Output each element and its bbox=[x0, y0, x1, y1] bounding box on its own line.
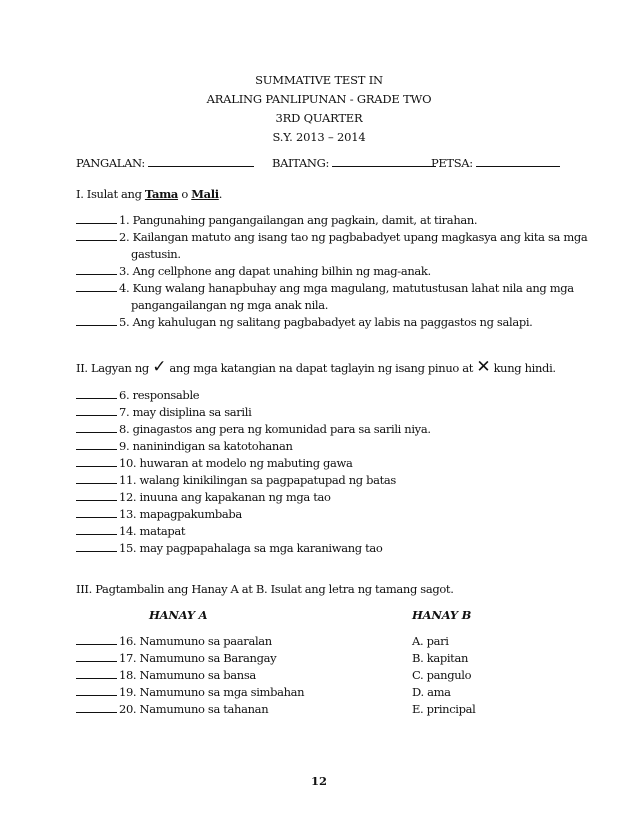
answer-blank[interactable] bbox=[76, 668, 117, 679]
list-item: 5. Ang kahulugan ng salitang pagbabadyet ay labis na paggastos ng salapi. bbox=[76, 315, 532, 329]
mali-word: Mali bbox=[191, 187, 219, 201]
list-item: 4. Kung walang hanapbuhay ang mga magulang, matutustusan lahat nila ang mga bbox=[76, 281, 574, 295]
answer-blank[interactable] bbox=[76, 456, 117, 467]
x-mark-icon: ✕ bbox=[476, 357, 491, 377]
answer-blank[interactable] bbox=[76, 439, 117, 450]
answer-blank[interactable] bbox=[76, 524, 117, 535]
header-school-year: S.Y. 2013 – 2014 bbox=[272, 130, 366, 144]
answer-blank[interactable] bbox=[76, 405, 117, 416]
section1-title: I. Isulat ang Tama o Mali. bbox=[76, 187, 223, 201]
list-item: 9. naninindigan sa katotohanan bbox=[76, 439, 293, 453]
list-item: 10. huwaran at modelo ng mabuting gawa bbox=[76, 456, 353, 470]
answer-blank[interactable] bbox=[76, 315, 117, 326]
date-label: PETSA: bbox=[431, 156, 473, 170]
list-item: 18. Namumuno sa bansa bbox=[76, 668, 256, 682]
list-item: 14. matapat bbox=[76, 524, 185, 538]
name-field[interactable] bbox=[76, 156, 254, 170]
list-item: 12. inuuna ang kapakanan ng mga tao bbox=[76, 490, 331, 504]
list-item: 13. mapagpakumbaba bbox=[76, 507, 242, 521]
list-item: 8. ginagastos ang pera ng komunidad para sa sarili niya. bbox=[76, 422, 431, 436]
list-item: 7. may disiplina sa sarili bbox=[76, 405, 251, 419]
list-item: 16. Namumuno sa paaralan bbox=[76, 634, 272, 648]
choice-item: B. kapitan bbox=[412, 651, 469, 665]
list-item: 19. Namumuno sa mga simbahan bbox=[76, 685, 304, 699]
answer-blank[interactable] bbox=[76, 388, 117, 399]
list-item-continuation: gastusin. bbox=[131, 247, 181, 261]
list-item: 2. Kailangan matuto ang isang tao ng pagbabadyet upang magkasya ang kita sa mga bbox=[76, 230, 587, 244]
header-quarter: 3RD QUARTER bbox=[275, 111, 363, 125]
answer-blank[interactable] bbox=[76, 541, 117, 552]
answer-blank[interactable] bbox=[76, 702, 117, 713]
list-item: 17. Namumuno sa Barangay bbox=[76, 651, 276, 665]
answer-blank[interactable] bbox=[76, 490, 117, 501]
grade-field[interactable] bbox=[272, 156, 436, 170]
answer-blank[interactable] bbox=[76, 422, 117, 433]
grade-blank[interactable] bbox=[332, 156, 436, 167]
page-number: 12 bbox=[310, 774, 327, 788]
choice-item: A. pari bbox=[412, 634, 449, 648]
choice-item: E. principal bbox=[412, 702, 476, 716]
section2-title: II. Lagyan ng ✓ ang mga katangian na dapat taglayin ng isang pinuo at ✕ kung hindi. bbox=[76, 357, 556, 377]
answer-blank[interactable] bbox=[76, 685, 117, 696]
answer-blank[interactable] bbox=[76, 213, 117, 224]
answer-blank[interactable] bbox=[76, 264, 117, 275]
answer-blank[interactable] bbox=[76, 473, 117, 484]
list-item: 11. walang kinikilingan sa pagpapatupad ng batas bbox=[76, 473, 396, 487]
tama-word: Tama bbox=[144, 187, 179, 201]
list-item: 3. Ang cellphone ang dapat unahing bilhin ng mag-anak. bbox=[76, 264, 431, 278]
answer-blank[interactable] bbox=[76, 634, 117, 645]
list-item: 6. responsable bbox=[76, 388, 199, 402]
grade-label: BAITANG: bbox=[272, 156, 329, 170]
date-blank[interactable] bbox=[476, 156, 560, 167]
name-blank[interactable] bbox=[148, 156, 254, 167]
list-item-continuation: pangangailangan ng mga anak nila. bbox=[131, 298, 329, 312]
answer-blank[interactable] bbox=[76, 651, 117, 662]
list-item: 20. Namumuno sa tahanan bbox=[76, 702, 268, 716]
list-item: 1. Pangunahing pangangailangan ang pagkain, damit, at tirahan. bbox=[76, 213, 477, 227]
header-title: SUMMATIVE TEST IN bbox=[255, 73, 383, 87]
hanay-a-heading: HANAY A bbox=[149, 608, 208, 622]
section3-title: III. Pagtambalin ang Hanay A at B. Isulat ang letra ng tamang sagot. bbox=[76, 582, 454, 596]
header-subject: ARALING PANLIPUNAN - GRADE TWO bbox=[206, 92, 432, 106]
choice-item: D. ama bbox=[412, 685, 451, 699]
hanay-b-heading: HANAY B bbox=[412, 608, 472, 622]
answer-blank[interactable] bbox=[76, 230, 117, 241]
list-item: 15. may pagpapahalaga sa mga karaniwang tao bbox=[76, 541, 382, 555]
name-label: PANGALAN: bbox=[76, 156, 145, 170]
answer-blank[interactable] bbox=[76, 507, 117, 518]
check-mark-icon: ✓ bbox=[152, 357, 167, 377]
answer-blank[interactable] bbox=[76, 281, 117, 292]
date-field[interactable] bbox=[431, 156, 560, 170]
choice-item: C. pangulo bbox=[412, 668, 472, 682]
